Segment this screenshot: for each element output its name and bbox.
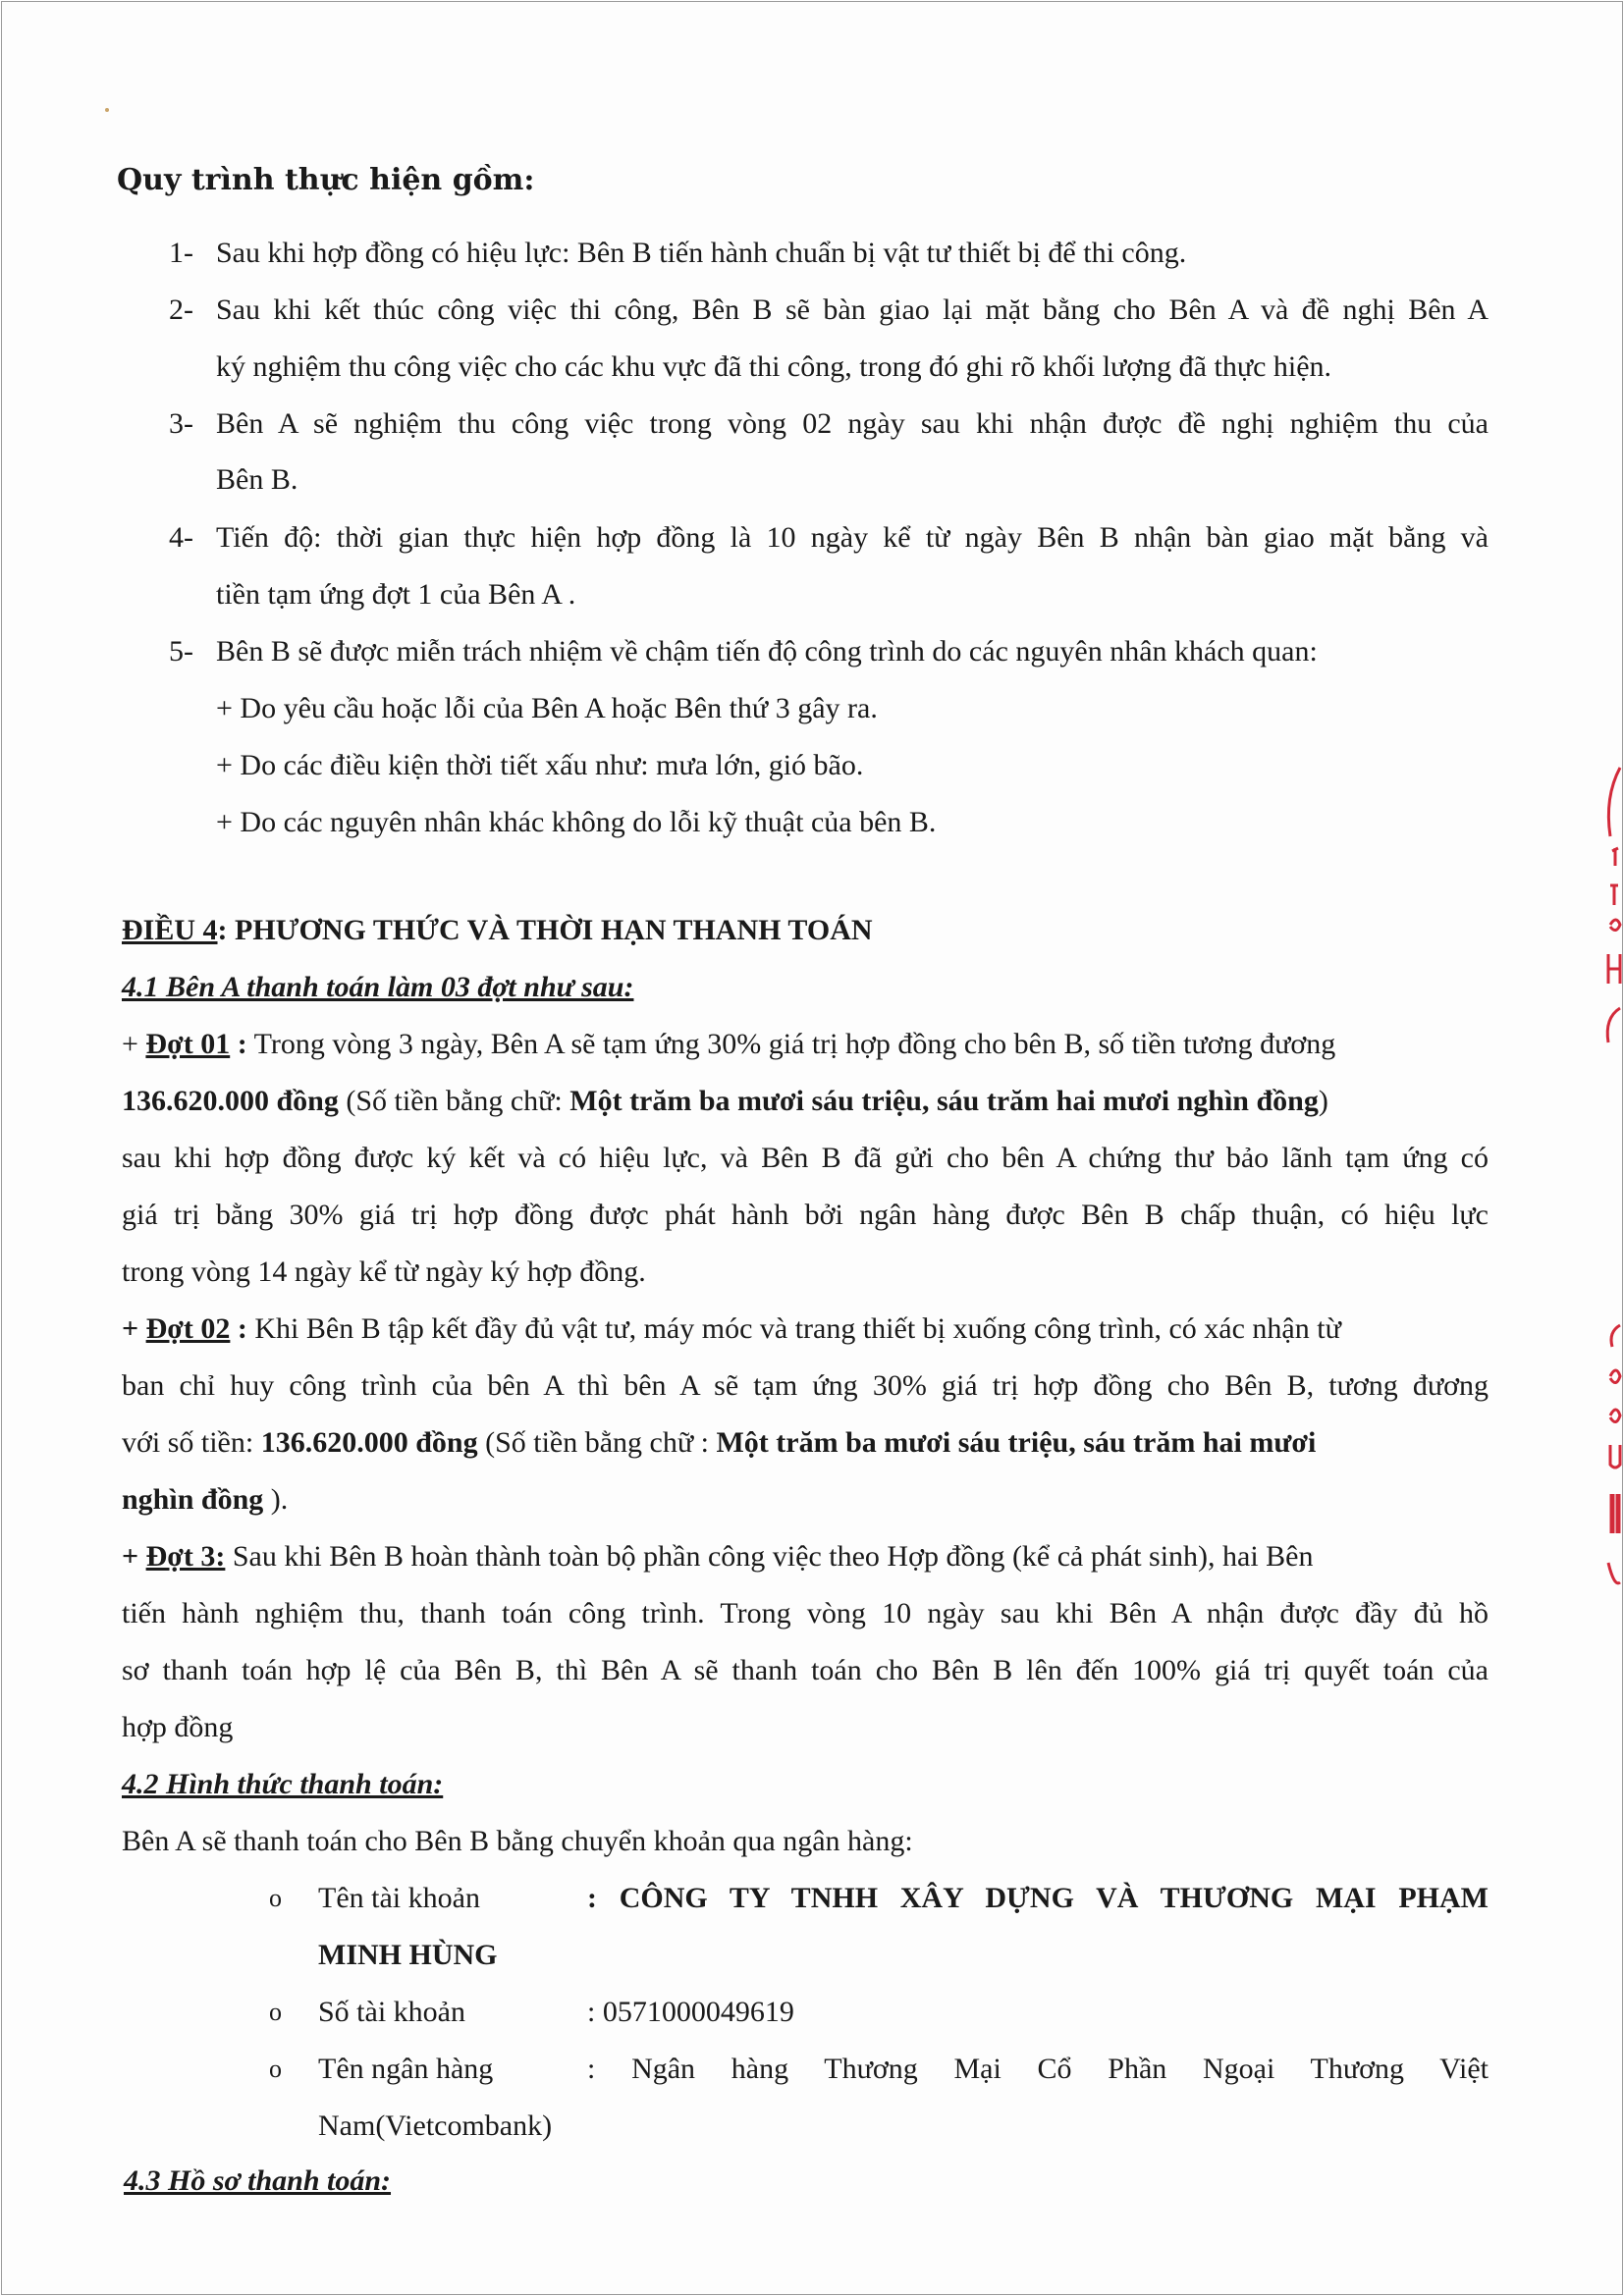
red-stamp-fragment-bottom [1583,1317,1622,1612]
subsection-4-3: 4.3 Hồ sơ thanh toán: [124,2164,392,2197]
payment-dot-2-end [122,1480,288,1520]
account-number-label: Số tài khoản [318,1996,465,2028]
bullet-circle-icon: o [269,1884,282,1912]
sub-item: + Do các điều kiện thời tiết xấu như: mưa lớn, gió bão. [216,749,864,781]
subsection-4-2: 4.2 Hình thức thanh toán: [122,1768,444,1800]
step-text: Bên A sẽ nghiệm thu công việc trong vòng 02 ngày sau khi nhận được đề nghị nghiệm thu của [216,407,1489,440]
bank-name-value-cont: Nam(Vietcombank) [318,2109,553,2142]
dot-text: Trong vòng 3 ngày, Bên A sẽ tạm ứng 30% giá trị hợp đồng cho bên B, số tiền tương đương [246,1028,1336,1060]
payment-dot-1-line: giá trị bằng 30% giá trị hợp đồng được phát hành bởi ngân hàng được Bên B chấp thuận, có hiệu lực [122,1199,1489,1231]
section-title: Quy trình thực hiện gồm: [117,163,535,197]
red-stamp-fragment-top [1583,758,1622,1052]
dot-label: Đợt 02 [145,1312,231,1345]
dot-text: Khi Bên B tập kết đầy đủ vật tư, máy móc và trang thiết bị xuống công trình, có xác nhận từ [246,1312,1341,1345]
amount-prefix: với số tiền: [122,1426,261,1459]
step-2-cont: ký nghiệm thu công việc cho các khu vực đã thi công, trong đó ghi rõ khối lượng đã thực hiện. [216,350,1332,383]
step-number: 2- [169,294,193,326]
plus-sign: + [122,1312,146,1345]
payment-dot-1-amount [122,1082,1328,1121]
amount-in-words-cont: nghìn đồng [122,1483,264,1516]
bank-name-label: Tên ngân hàng [318,2053,494,2085]
payment-intro: Bên A sẽ thanh toán cho Bên B bằng chuyển khoản qua ngân hàng: [122,1825,913,1857]
account-name-value-cont: MINH HÙNG [318,1939,498,1971]
step-number: 4- [169,521,193,554]
step-text: Tiến độ: thời gian thực hiện hợp đồng là 10 ngày kể từ ngày Bên B nhận bàn giao mặt bằng và [216,521,1489,554]
plus-sign: + [122,1540,146,1573]
payment-dot-1-line: trong vòng 14 ngày kể từ ngày ký hợp đồng. [122,1255,646,1288]
step-3-cont: Bên B. [216,463,298,496]
bullet-circle-icon: o [269,1998,282,2026]
step-text: Bên B sẽ được miễn trách nhiệm về chậm tiến độ công trình do các nguyên nhân khách quan: [216,635,1318,667]
step-2 [169,291,1489,330]
words-close: ) [1318,1085,1328,1117]
step-number: 3- [169,407,193,440]
subsection-4-1: 4.1 Bên A thanh toán làm 03 đợt như sau: [122,971,634,1003]
amount: 136.620.000 đồng [122,1085,339,1117]
dot-colon: : [230,1028,247,1060]
step-number: 1- [169,237,193,269]
account-name-value: : CÔNG TY TNHH XÂY DỰNG VÀ THƯƠNG MẠI PHẠM [587,1882,1489,1914]
payment-dot-1 [122,1025,1335,1064]
words-open: (Số tiền bằng chữ: [338,1085,570,1117]
article-label: ĐIỀU 4 [122,914,218,946]
scan-speck [105,108,109,112]
payment-dot-3-line: tiến hành nghiệm thu, thanh toán công trình. Trong vòng 10 ngày sau khi Bên A nhận được đầy đủ hồ [122,1597,1489,1629]
dot-colon: : [230,1312,247,1345]
account-name-label: Tên tài khoản [318,1882,480,1914]
bank-name-value: : Ngân hàng Thương Mại Cổ Phần Ngoại Thương Việt [587,2053,1489,2085]
payment-dot-3-line: hợp đồng [122,1711,234,1743]
step-4-cont: tiền tạm ứng đợt 1 của Bên A . [216,578,576,611]
payment-dot-2-line: ban chỉ huy công trình của bên A thì bên A sẽ tạm ứng 30% giá trị hợp đồng cho Bên B, tương đương [122,1369,1489,1402]
sub-item: + Do các nguyên nhân khác không do lỗi kỹ thuật của bên B. [216,806,937,838]
step-number: 5- [169,635,193,667]
dot-text: Sau khi Bên B hoàn thành toàn bộ phần công việc theo Hợp đồng (kể cả phát sinh), hai Bên [225,1540,1314,1573]
step-1 [169,234,1186,273]
amount: 136.620.000 đồng [260,1426,478,1459]
document-page [1,1,1623,2295]
account-number-value: : 0571000049619 [587,1996,794,2028]
plus-sign: + [122,1028,146,1060]
amount-in-words: Một trăm ba mươi sáu triệu, sáu trăm hai mươi [716,1426,1317,1459]
amount-in-words: Một trăm ba mươi sáu triệu, sáu trăm hai mươi nghìn đồng [569,1085,1319,1117]
payment-dot-3-line: sơ thanh toán hợp lệ của Bên B, thì Bên A sẽ thanh toán cho Bên B lên đến 100% giá trị quyết toán của [122,1654,1489,1686]
words-close: ). [263,1483,289,1516]
step-3 [169,404,1489,444]
step-4 [169,518,1489,558]
words-open: (Số tiền bằng chữ : [477,1426,717,1459]
dot-label: Đợt 01 [145,1028,231,1060]
step-text: Sau khi kết thúc công việc thi công, Bên B sẽ bàn giao lại mặt bằng cho Bên A và đề nghị Bên A [216,294,1489,326]
payment-dot-3 [122,1537,1314,1576]
sub-item: + Do yêu cầu hoặc lỗi của Bên A hoặc Bên thứ 3 gây ra. [216,692,878,724]
article-4-heading [122,911,873,950]
payment-dot-2 [122,1309,1341,1349]
dot-label: Đợt 3: [145,1540,226,1573]
step-5 [169,632,1318,671]
bullet-circle-icon: o [269,2055,282,2083]
payment-dot-2-amount [122,1423,1316,1463]
article-title: : PHƯƠNG THỨC VÀ THỜI HẠN THANH TOÁN [217,914,873,946]
step-text: Sau khi hợp đồng có hiệu lực: Bên B tiến hành chuẩn bị vật tư thiết bị để thi công. [216,237,1187,269]
payment-dot-1-line: sau khi hợp đồng được ký kết và có hiệu lực, và Bên B đã gửi cho bên A chứng thư bảo lãnh tạm ứng có [122,1142,1489,1174]
